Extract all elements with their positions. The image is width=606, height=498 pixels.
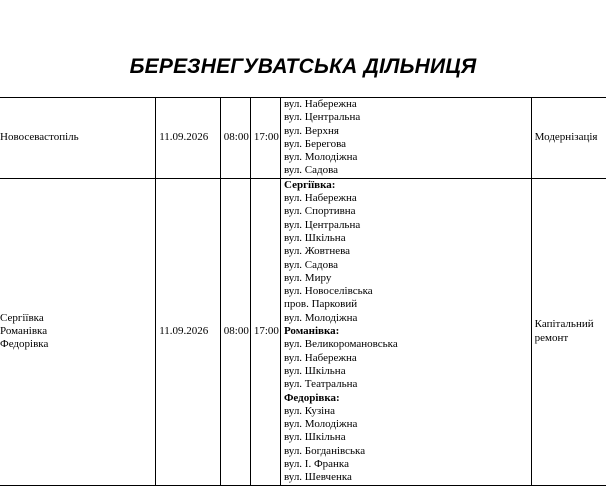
- end-time-cell: 17:00: [250, 178, 280, 485]
- street-item: вул. Молодіжна: [283, 311, 358, 324]
- end-time-cell: 17:00: [250, 98, 280, 179]
- work-type-cell: Капітальний ремонт: [531, 178, 606, 485]
- start-time-cell: 08:00: [220, 178, 250, 485]
- street-item: вул. Шкільна: [283, 431, 346, 444]
- street-item: вул. Садова: [283, 164, 339, 177]
- street-item: вул. Набережна: [283, 98, 357, 110]
- street-item: вул. Верхня: [283, 124, 339, 137]
- street-item: вул. Центральна: [283, 111, 361, 124]
- settlement-name: Новосевастопіль: [0, 131, 79, 144]
- street-item: вул. Великоромановська: [283, 338, 398, 351]
- settlement-cell: [0, 178, 156, 485]
- settlement-cell: [0, 98, 156, 179]
- settlement-name: Сергіївка: [0, 311, 44, 324]
- street-item: вул. Театральна: [283, 378, 358, 391]
- street-item: вул. Молодіжна: [283, 151, 358, 164]
- streets-cell: [280, 98, 531, 179]
- street-group-title: Сергіївка:: [283, 178, 336, 191]
- street-item: вул. Садова: [283, 258, 339, 271]
- street-item: вул. Молодіжна: [283, 418, 358, 431]
- street-item: вул. Жовтнева: [283, 245, 351, 258]
- street-item: вул. Центральна: [283, 218, 361, 231]
- street-item: вул. Берегова: [283, 137, 347, 150]
- street-item: вул. Кузіна: [283, 404, 335, 417]
- start-time-cell: 08:00: [220, 98, 250, 179]
- schedule-row: [0, 98, 606, 179]
- street-item: вул. Шевченка: [283, 471, 352, 484]
- street-item: пров. Парковий: [283, 298, 358, 311]
- settlement-name: Романівка: [0, 325, 48, 338]
- street-item: вул. І. Франка: [283, 458, 349, 471]
- schedule-row: [0, 178, 606, 485]
- street-item: вул. Набережна: [283, 351, 357, 364]
- street-item: вул. Спортивна: [283, 205, 356, 218]
- street-item: вул. Шкільна: [283, 364, 346, 377]
- outage-schedule-table: [0, 97, 606, 486]
- street-group-title: Федорівка:: [283, 391, 340, 404]
- work-type-cell: Модернізація: [531, 98, 606, 179]
- street-item: вул. Набережна: [283, 192, 357, 205]
- date-cell: 11.09.2026: [156, 178, 221, 485]
- street-item: вул. Миру: [283, 271, 332, 284]
- street-item: вул. Новоселівська: [283, 285, 373, 298]
- section-heading: БЕРЕЗНЕГУВАТСЬКА ДІЛЬНИЦЯ: [129, 55, 477, 78]
- street-group-title: Романівка:: [283, 325, 340, 338]
- street-item: вул. Богданівська: [283, 444, 366, 457]
- settlement-name: Федорівка: [0, 338, 49, 351]
- date-cell: 11.09.2026: [156, 98, 221, 179]
- streets-cell: [280, 178, 531, 485]
- street-item: вул. Шкільна: [283, 231, 346, 244]
